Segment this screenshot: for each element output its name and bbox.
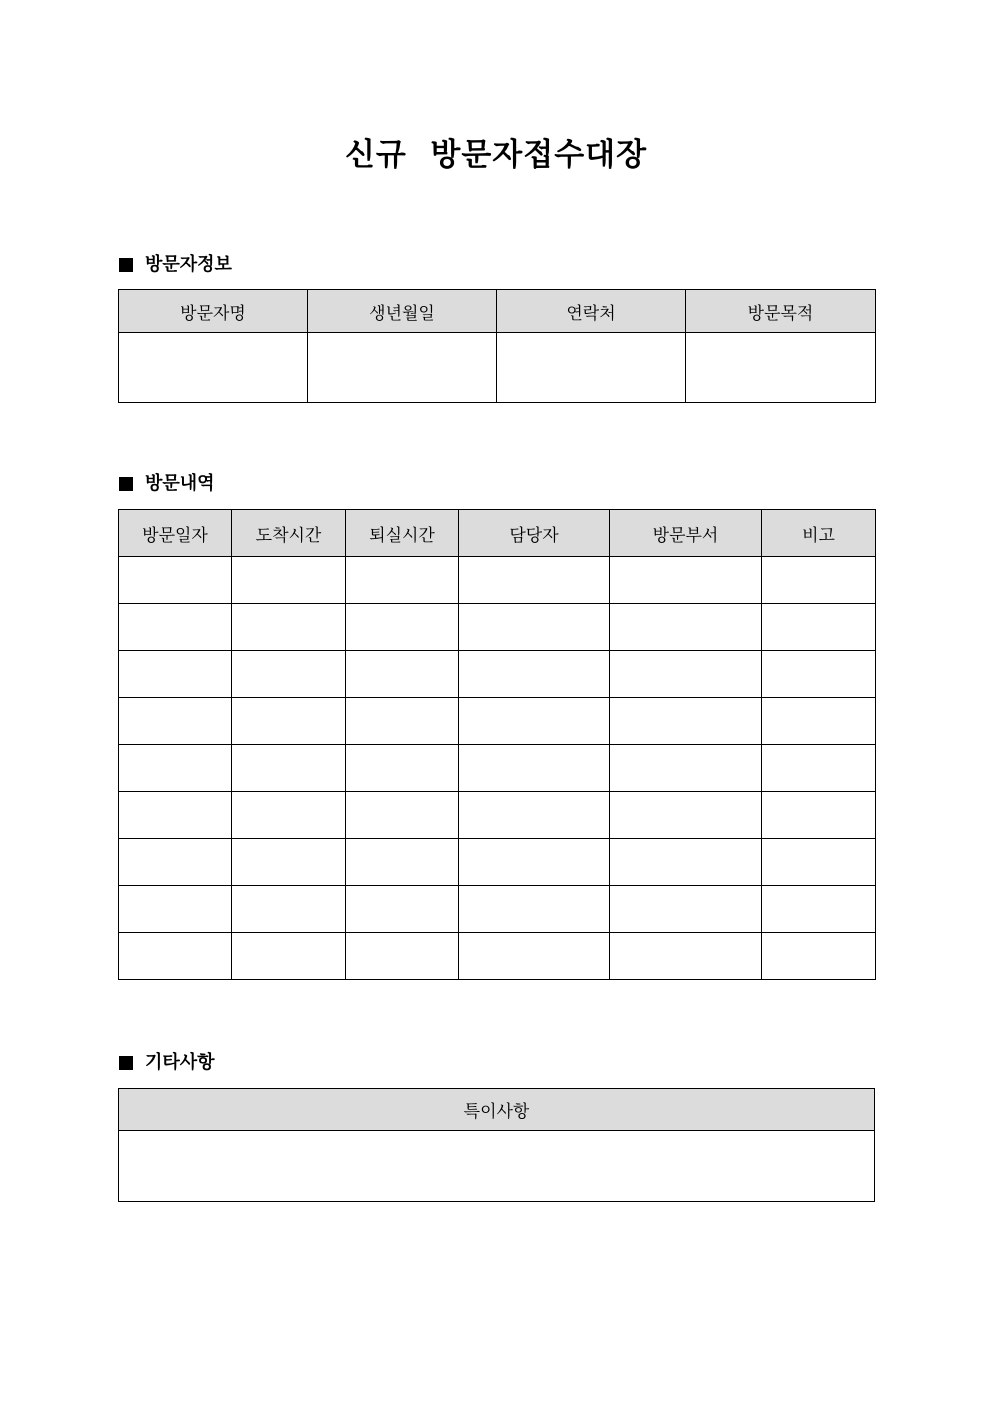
- column-header-visit-date: 방문일자: [119, 510, 232, 557]
- visit-date-cell[interactable]: [119, 698, 232, 745]
- visit-date-cell[interactable]: [119, 886, 232, 933]
- table-row: [119, 698, 876, 745]
- column-header-arrival-time: 도착시간: [232, 510, 346, 557]
- remarks-cell[interactable]: [762, 557, 876, 604]
- visit-department-cell[interactable]: [610, 651, 762, 698]
- table-row: [119, 792, 876, 839]
- person-in-charge-cell[interactable]: [459, 604, 610, 651]
- arrival-time-cell[interactable]: [232, 651, 346, 698]
- table-row: [119, 886, 876, 933]
- filled-square-icon: [119, 477, 133, 491]
- visit-date-cell[interactable]: [119, 792, 232, 839]
- visit-history-table: [118, 509, 876, 980]
- table-row: [119, 1131, 875, 1202]
- visit-date-cell[interactable]: [119, 839, 232, 886]
- person-in-charge-cell[interactable]: [459, 933, 610, 980]
- visit-date-cell[interactable]: [119, 651, 232, 698]
- section-heading-label: 방문내역: [145, 473, 215, 494]
- person-in-charge-cell[interactable]: [459, 698, 610, 745]
- remarks-cell[interactable]: [762, 604, 876, 651]
- person-in-charge-cell[interactable]: [459, 886, 610, 933]
- visit-date-cell[interactable]: [119, 557, 232, 604]
- visitor-info-table: [118, 289, 876, 403]
- arrival-time-cell[interactable]: [232, 745, 346, 792]
- table-row: [119, 604, 876, 651]
- column-header-person-in-charge: 담당자: [459, 510, 610, 557]
- departure-time-cell[interactable]: [346, 698, 459, 745]
- arrival-time-cell[interactable]: [232, 557, 346, 604]
- remarks-cell[interactable]: [762, 745, 876, 792]
- column-header-special-notes: 특이사항: [119, 1089, 875, 1131]
- visit-department-cell[interactable]: [610, 745, 762, 792]
- filled-square-icon: [119, 1056, 133, 1070]
- remarks-cell[interactable]: [762, 886, 876, 933]
- visit-date-cell[interactable]: [119, 745, 232, 792]
- contact-cell[interactable]: [497, 333, 686, 403]
- person-in-charge-cell[interactable]: [459, 745, 610, 792]
- filled-square-icon: [119, 258, 133, 272]
- arrival-time-cell[interactable]: [232, 792, 346, 839]
- visit-department-cell[interactable]: [610, 557, 762, 604]
- visit-department-cell[interactable]: [610, 839, 762, 886]
- table-row: [119, 839, 876, 886]
- section-heading-label: 방문자정보: [145, 254, 232, 275]
- arrival-time-cell[interactable]: [232, 933, 346, 980]
- section-heading-visit-history: [119, 471, 215, 497]
- arrival-time-cell[interactable]: [232, 604, 346, 651]
- page-title: 신규 방문자접수대장: [344, 137, 648, 173]
- column-header-visitor-name: 방문자명: [119, 290, 308, 333]
- table-row: [119, 557, 876, 604]
- column-header-departure-time: 퇴실시간: [346, 510, 459, 557]
- remarks-cell[interactable]: [762, 933, 876, 980]
- departure-time-cell[interactable]: [346, 792, 459, 839]
- other-notes-table: [118, 1088, 875, 1202]
- section-heading-visitor-info: [119, 252, 232, 278]
- table-header-row: [119, 510, 876, 557]
- remarks-cell[interactable]: [762, 698, 876, 745]
- arrival-time-cell[interactable]: [232, 886, 346, 933]
- visit-date-cell[interactable]: [119, 604, 232, 651]
- table-row: [119, 651, 876, 698]
- departure-time-cell[interactable]: [346, 886, 459, 933]
- arrival-time-cell[interactable]: [232, 698, 346, 745]
- column-header-contact: 연락처: [497, 290, 686, 333]
- table-header-row: [119, 290, 876, 333]
- departure-time-cell[interactable]: [346, 651, 459, 698]
- table-row: [119, 745, 876, 792]
- remarks-cell[interactable]: [762, 792, 876, 839]
- visit-date-cell[interactable]: [119, 933, 232, 980]
- table-row: [119, 933, 876, 980]
- departure-time-cell[interactable]: [346, 745, 459, 792]
- column-header-visit-department: 방문부서: [610, 510, 762, 557]
- visit-purpose-cell[interactable]: [686, 333, 876, 403]
- column-header-remarks: 비고: [762, 510, 876, 557]
- visit-department-cell[interactable]: [610, 886, 762, 933]
- remarks-cell[interactable]: [762, 651, 876, 698]
- column-header-birth-date: 생년월일: [308, 290, 497, 333]
- person-in-charge-cell[interactable]: [459, 792, 610, 839]
- table-row: [119, 333, 876, 403]
- visitor-name-cell[interactable]: [119, 333, 308, 403]
- departure-time-cell[interactable]: [346, 839, 459, 886]
- special-notes-cell[interactable]: [119, 1131, 875, 1202]
- table-header-row: [119, 1089, 875, 1131]
- departure-time-cell[interactable]: [346, 933, 459, 980]
- birth-date-cell[interactable]: [308, 333, 497, 403]
- departure-time-cell[interactable]: [346, 604, 459, 651]
- section-heading-label: 기타사항: [145, 1052, 215, 1073]
- visit-department-cell[interactable]: [610, 698, 762, 745]
- column-header-visit-purpose: 방문목적: [686, 290, 876, 333]
- person-in-charge-cell[interactable]: [459, 651, 610, 698]
- person-in-charge-cell[interactable]: [459, 839, 610, 886]
- arrival-time-cell[interactable]: [232, 839, 346, 886]
- departure-time-cell[interactable]: [346, 557, 459, 604]
- visit-department-cell[interactable]: [610, 792, 762, 839]
- visit-department-cell[interactable]: [610, 933, 762, 980]
- visit-department-cell[interactable]: [610, 604, 762, 651]
- remarks-cell[interactable]: [762, 839, 876, 886]
- person-in-charge-cell[interactable]: [459, 557, 610, 604]
- section-heading-other-notes: [119, 1050, 215, 1076]
